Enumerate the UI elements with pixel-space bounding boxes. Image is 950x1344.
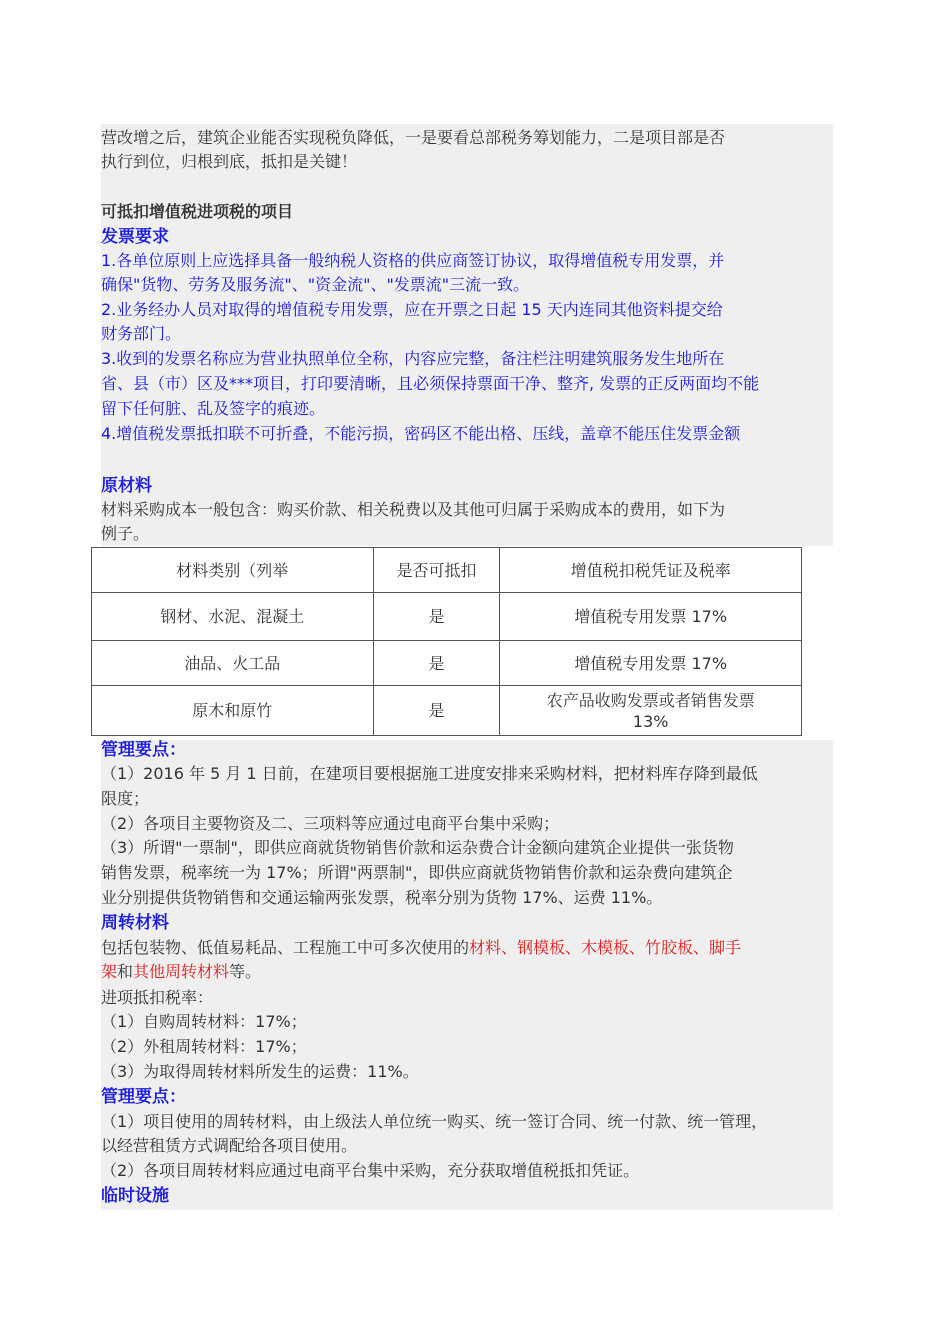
invoice-line: 4.增值税发票抵扣联不可折叠，不能污损，密码区不能出格、压线，盖章不能压住发票金额 <box>101 424 741 443</box>
table-header-row <box>92 548 802 593</box>
rotate-highlight: 材料、钢模板、木模板、竹胶板、脚手 <box>469 938 742 957</box>
invoice-line: 省、县（市）区及***项目，打印要清晰，且必须保持票面干净、整齐, 发票的正反两面均不能 <box>101 374 760 393</box>
table-cell <box>500 686 802 736</box>
table-header-cell: 是否可抵扣 <box>373 548 500 593</box>
table-cell: 原木和原竹 <box>92 686 374 736</box>
invoice-line: 留下任何脏、乱及签字的痕迹。 <box>101 399 326 418</box>
mgmt1-line: 限度； <box>101 789 150 808</box>
rotate-line: 进项抵扣税率： <box>101 988 214 1007</box>
table-cell: 是 <box>373 641 500 686</box>
rotate-line: （2）外租周转材料：17%； <box>101 1037 307 1056</box>
mgmt1-line: （3）所谓"一票制"，即供应商就货物销售价款和运杂费合计金额向建筑企业提供一张货物 <box>101 838 734 857</box>
rotate-line: （3）为取得周转材料所发生的运费：11%。 <box>101 1062 419 1081</box>
materials-table <box>91 547 802 736</box>
table-header-cell: 材料类别（列举 <box>92 548 374 593</box>
mgmt2-line: （2）各项目周转材料应通过电商平台集中采购，充分获取增值税抵扣凭证。 <box>101 1161 640 1180</box>
table-cell: 油品、火工品 <box>92 641 374 686</box>
intro-line-1: 营改增之后，建筑企业能否实现税负降低，一是要看总部税务筹划能力，二是项目部是否 <box>101 128 726 147</box>
rotate-highlight: 架 <box>101 962 118 981</box>
rotate-text: 和 <box>117 962 134 981</box>
rotate-heading: 周转材料 <box>101 913 169 933</box>
temp-heading: 临时设施 <box>101 1186 169 1206</box>
mgmt1-heading: 管理要点： <box>101 740 186 760</box>
mgmt2-line: （1）项目使用的周转材料，由上级法人单位统一购买、统一签订合同、统一付款、统一管理， <box>101 1112 768 1131</box>
rotate-line: （1）自购周转材料：17%； <box>101 1012 307 1031</box>
rotate-text: 包括包装物、低值易耗品、工程施工中可多次使用的 <box>101 938 470 957</box>
mgmt2-heading: 管理要点： <box>101 1087 186 1107</box>
invoice-line: 3.收到的发票名称应为营业执照单位全称，内容应完整，备注栏注明建筑服务发生地所在 <box>101 349 725 368</box>
invoice-line: 2.业务经办人员对取得的增值税专用发票，应在开票之日起 15 天内连同其他资料提交给 <box>101 300 723 319</box>
invoice-line: 财务部门。 <box>101 324 182 343</box>
table-cell: 增值税专用发票 17% <box>500 593 802 641</box>
table-cell: 钢材、水泥、混凝土 <box>92 593 374 641</box>
mgmt1-line: 业分别提供货物销售和交通运输两张发票，税率分别为货物 17%、运费 11%。 <box>101 888 663 907</box>
mgmt1-line: （1）2016 年 5 月 1 日前，在建项目要根据施工进度安排来采购材料，把材料库存降到最低 <box>101 764 758 783</box>
section-title: 可抵扣增值税进项税的项目 <box>101 202 294 221</box>
raw-heading: 原材料 <box>101 476 152 496</box>
invoice-line: 确保"货物、劳务及服务流"、"资金流"、"发票流"三流一致。 <box>101 275 530 294</box>
rotate-para-line-1 <box>101 936 833 960</box>
table-cell: 增值税专用发票 17% <box>500 641 802 686</box>
table-row <box>92 686 802 736</box>
table-cell: 是 <box>373 593 500 641</box>
rotate-para-line-2 <box>101 960 833 984</box>
rotate-text: 等。 <box>229 962 262 981</box>
raw-line-2: 例子。 <box>101 524 150 543</box>
mgmt1-line: （2）各项目主要物资及二、三项料等应通过电商平台集中采购； <box>101 814 560 833</box>
table-row <box>92 593 802 641</box>
mgmt1-line: 销售发票，税率统一为 17%；所谓"两票制"，即供应商就货物销售价款和运杂费向建筑企 <box>101 863 733 882</box>
intro-line-2: 执行到位，归根到底，抵扣是关键！ <box>101 152 358 171</box>
raw-line-1: 材料采购成本一般包含：购买价款、相关税费以及其他可归属于采购成本的费用，如下为 <box>101 500 726 519</box>
invoice-heading: 发票要求 <box>101 227 169 247</box>
table-cell-line: 农产品收购发票或者销售发票 <box>546 690 755 710</box>
invoice-line: 1.各单位原则上应选择具备一般纳税人资格的供应商签订协议，取得增值税专用发票，并 <box>101 251 725 270</box>
mgmt2-line: 以经营租赁方式调配给各项目使用。 <box>101 1136 358 1155</box>
table-row <box>92 641 802 686</box>
table-cell: 是 <box>373 686 500 736</box>
table-header-cell: 增值税扣税凭证及税率 <box>500 548 802 593</box>
table-cell-line: 13% <box>632 711 669 731</box>
rotate-highlight: 其他周转材料 <box>133 962 230 981</box>
